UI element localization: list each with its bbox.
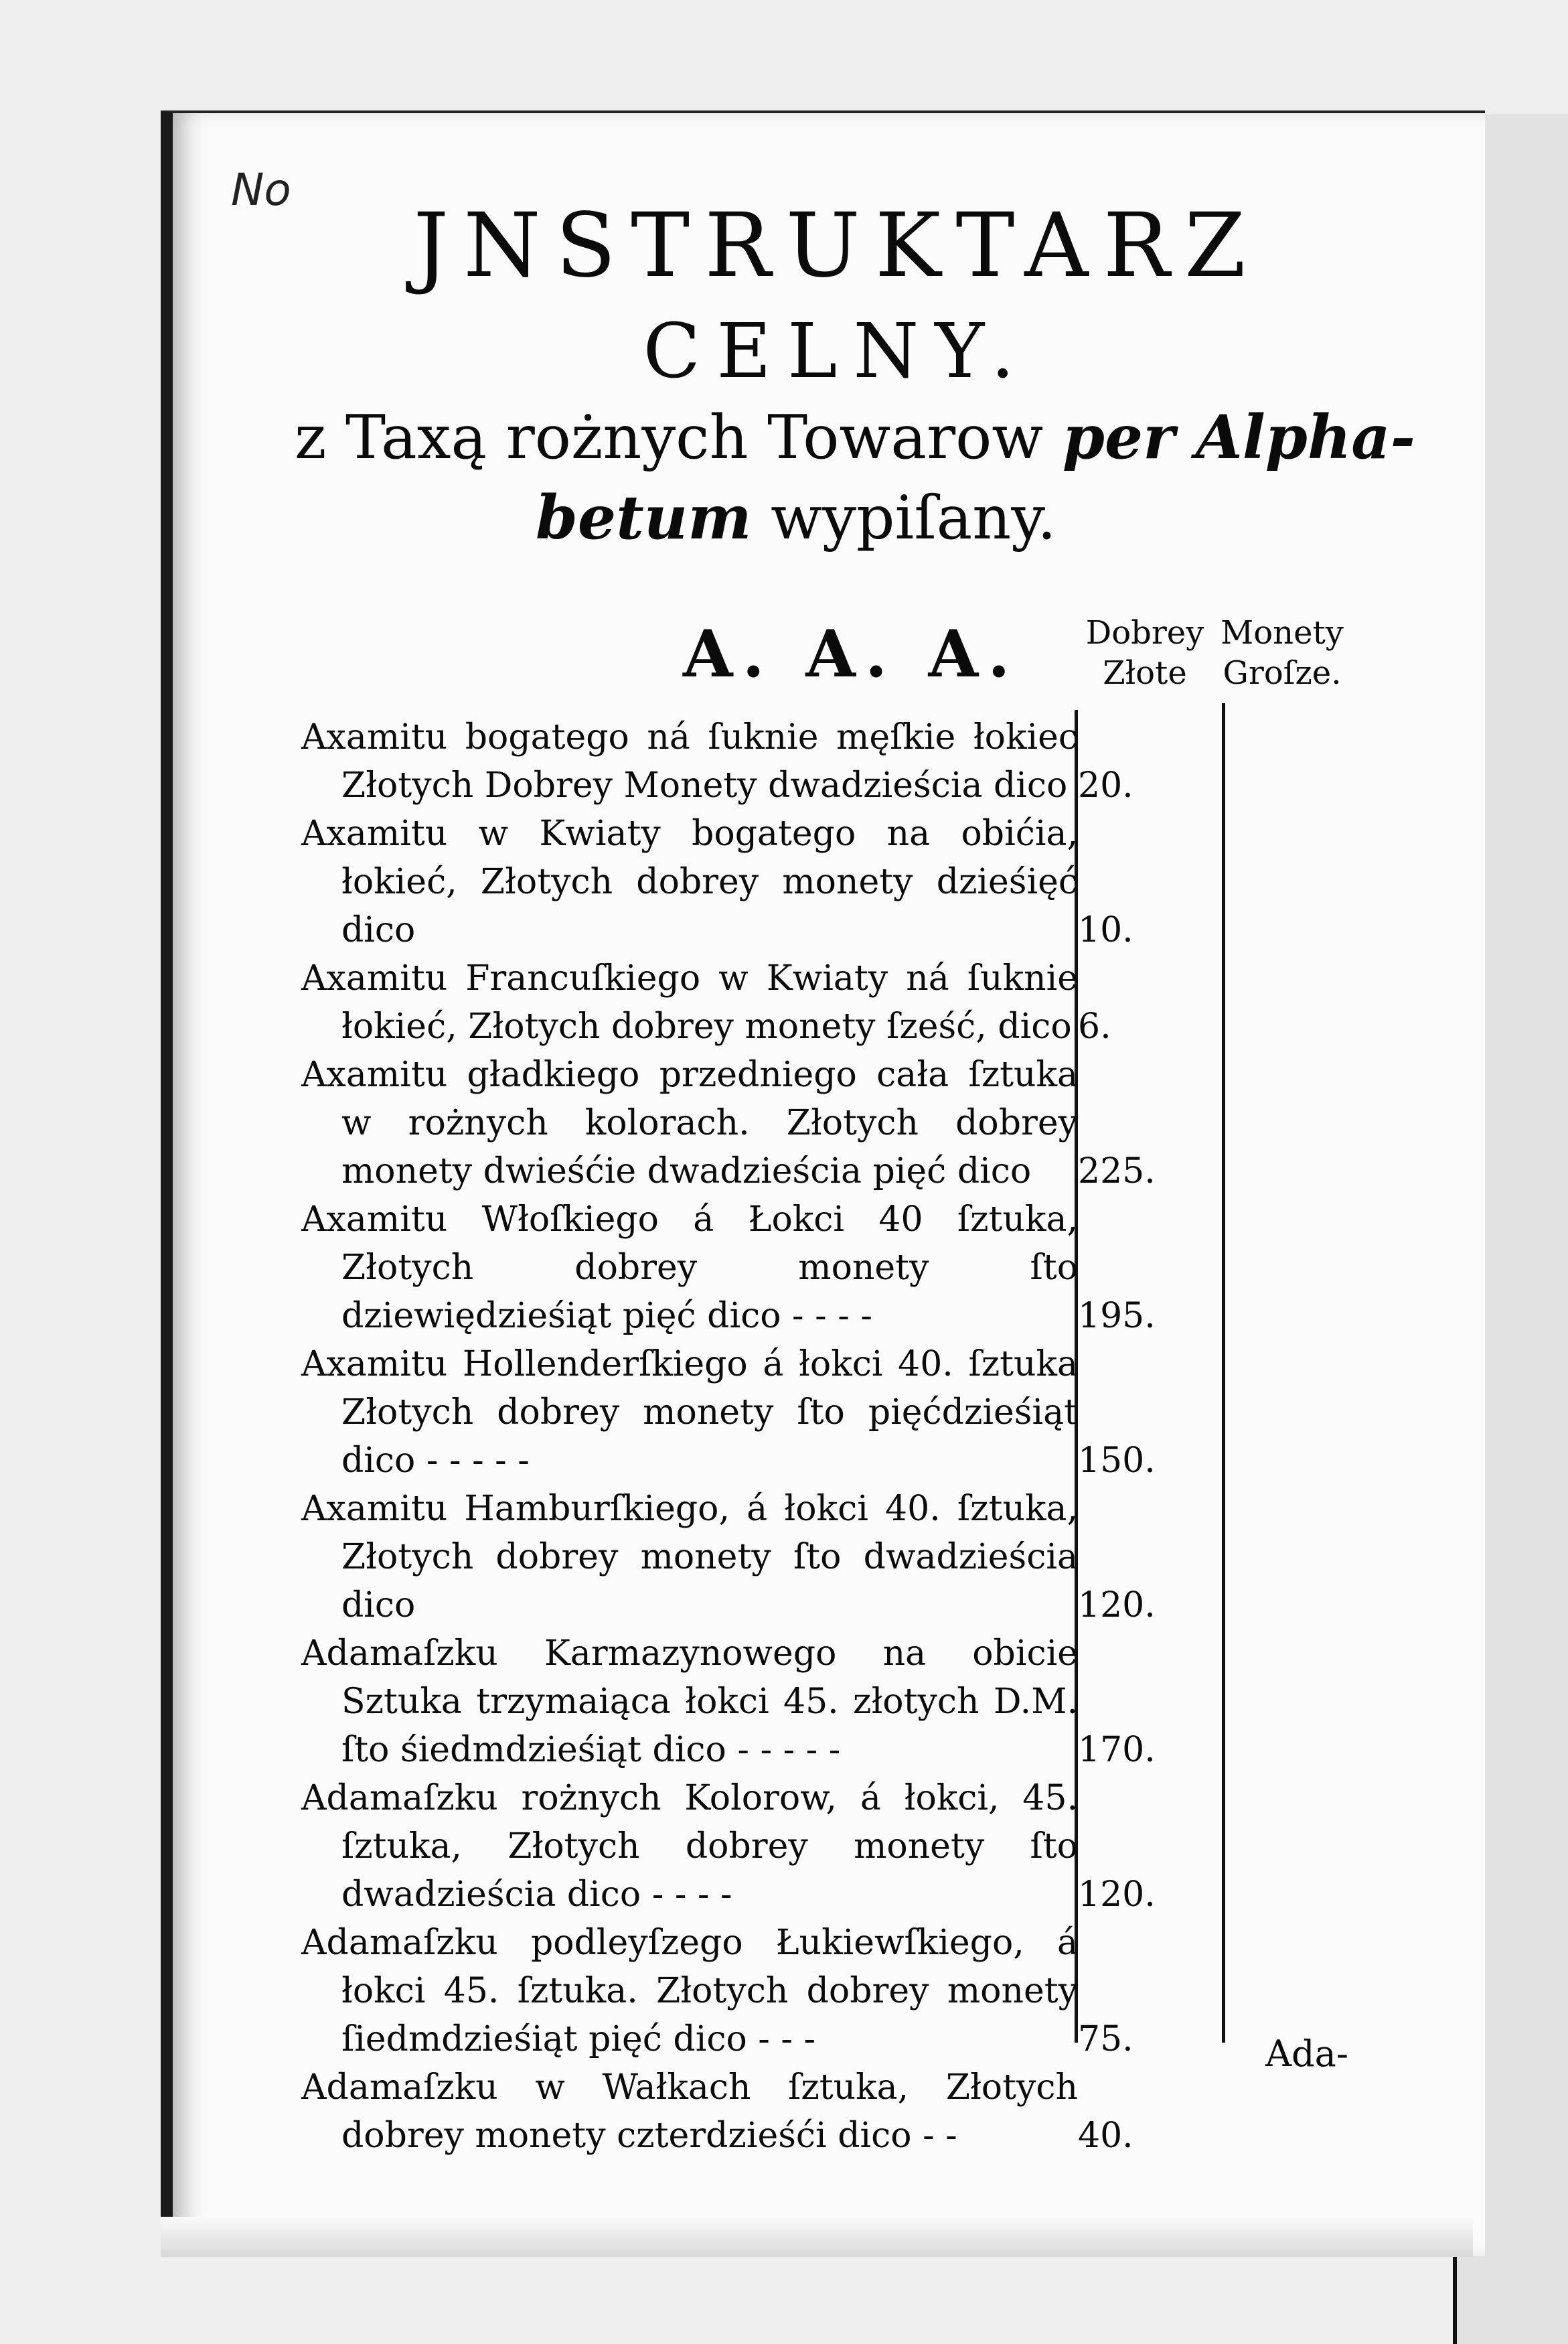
tariff-entry xyxy=(301,810,1133,954)
tariff-entry xyxy=(301,1051,1156,1195)
entry-text: Adamaſzku w Wałkach ſztuka, Złotych dobrey monety czterdzieśći dico - - xyxy=(301,2067,1078,2156)
tariff-entry xyxy=(301,1919,1133,2063)
page-bottom-shadow xyxy=(161,2217,1473,2257)
entry-text: Adamaſzku Karmazynowego na obicie Sztuka trzymaiąca łokci 45. złotych D.M. ſto śiedmdzieśiąt dico - - - - - xyxy=(301,1633,1078,1770)
entry-text: Axamitu gładkiego przedniego cała ſztuka w rożnych kolorach. Złotych dobrey monety dwieśćie dwadzieścia pięć dico xyxy=(301,1055,1078,1191)
description-plain-1: z Taxą rożnych Towarow xyxy=(295,402,1063,473)
tariff-entry xyxy=(301,954,1111,1051)
tariff-entry xyxy=(301,1485,1156,1629)
entry-text: Axamitu Hollenderſkiego á łokci 40. ſztuka Złotych dobrey monety ſto pięćdzieśiąt dico - - - - - xyxy=(301,1344,1078,1481)
handwritten-margin-note: No xyxy=(231,164,291,216)
tariff-entry xyxy=(301,1195,1156,1340)
entry-amount: 225. xyxy=(1078,1151,1156,1191)
tariff-entry xyxy=(301,2063,1133,2160)
column-header-grosze: Monety Groſze. xyxy=(1221,614,1344,692)
entry-text: Axamitu Włoſkiego á Łokci 40 ſztuka, Złotych dobrey monety ſto dziewiędzieśiąt pięć dico - - - - xyxy=(301,1199,1078,1336)
column-rule-right xyxy=(1222,703,1225,2043)
entry-amount: 75. xyxy=(1078,2019,1133,2059)
tariff-entry xyxy=(301,713,1133,810)
catchword: Ada- xyxy=(1265,2033,1349,2075)
entry-amount: 10. xyxy=(1078,910,1133,950)
entry-text: Axamitu Francuſkiego w Kwiaty ná ſuknie łokieć, Złotych dobrey monety ſześć, dico xyxy=(301,958,1078,1047)
entry-amount: 120. xyxy=(1078,1875,1156,1915)
description-plain-2: wypiſany. xyxy=(751,483,1056,553)
entry-amount: 150. xyxy=(1078,1441,1156,1481)
description-line-2 xyxy=(536,482,1056,553)
entry-amount: 40. xyxy=(1078,2116,1133,2156)
tariff-list xyxy=(301,713,1156,2160)
description-line-1 xyxy=(295,402,1415,473)
entry-amount: 6. xyxy=(1078,1007,1111,1047)
entry-text: Axamitu Hamburſkiego, á łokci 40. ſztuka, Złotych dobrey monety ſto dwadzieścia dico xyxy=(301,1489,1078,1625)
page-title: JNSTRUKTARZ xyxy=(413,194,1261,297)
tariff-entry xyxy=(301,1629,1156,1774)
tariff-entry xyxy=(301,1340,1156,1485)
description-italic-2: betum xyxy=(536,482,752,553)
entry-amount: 195. xyxy=(1078,1296,1156,1336)
page-subtitle: CELNY. xyxy=(643,308,1031,395)
entry-amount: 20. xyxy=(1078,765,1133,806)
entry-text: Axamitu w Kwiaty bogatego na obićia, łokieć, Złotych dobrey monety dzieśięć dico xyxy=(301,814,1078,950)
entry-text: Adamaſzku podleyſzego Łukiewſkiego, á łokci 45. ſztuka. Złotych dobrey monety ſiedmdzieśiąt pięć dico - - - xyxy=(301,1923,1078,2059)
entry-text: Adamaſzku rożnych Kolorow, á łokci, 45. ſztuka, Złotych dobrey monety ſto dwadzieścia dico - - - - xyxy=(301,1778,1078,1915)
entry-text: Axamitu bogatego ná ſuknie męſkie łokiec Złotych Dobrey Monety dwadzieścia dico xyxy=(301,717,1078,806)
tariff-entry xyxy=(301,1774,1156,1919)
entry-amount: 170. xyxy=(1078,1730,1156,1770)
section-heading: A. A. A. xyxy=(683,616,1020,692)
description-italic-1: per Alpha- xyxy=(1062,402,1415,473)
column-header-zlote: Dobrey Złote xyxy=(1085,614,1204,692)
entry-amount: 120. xyxy=(1078,1585,1156,1625)
